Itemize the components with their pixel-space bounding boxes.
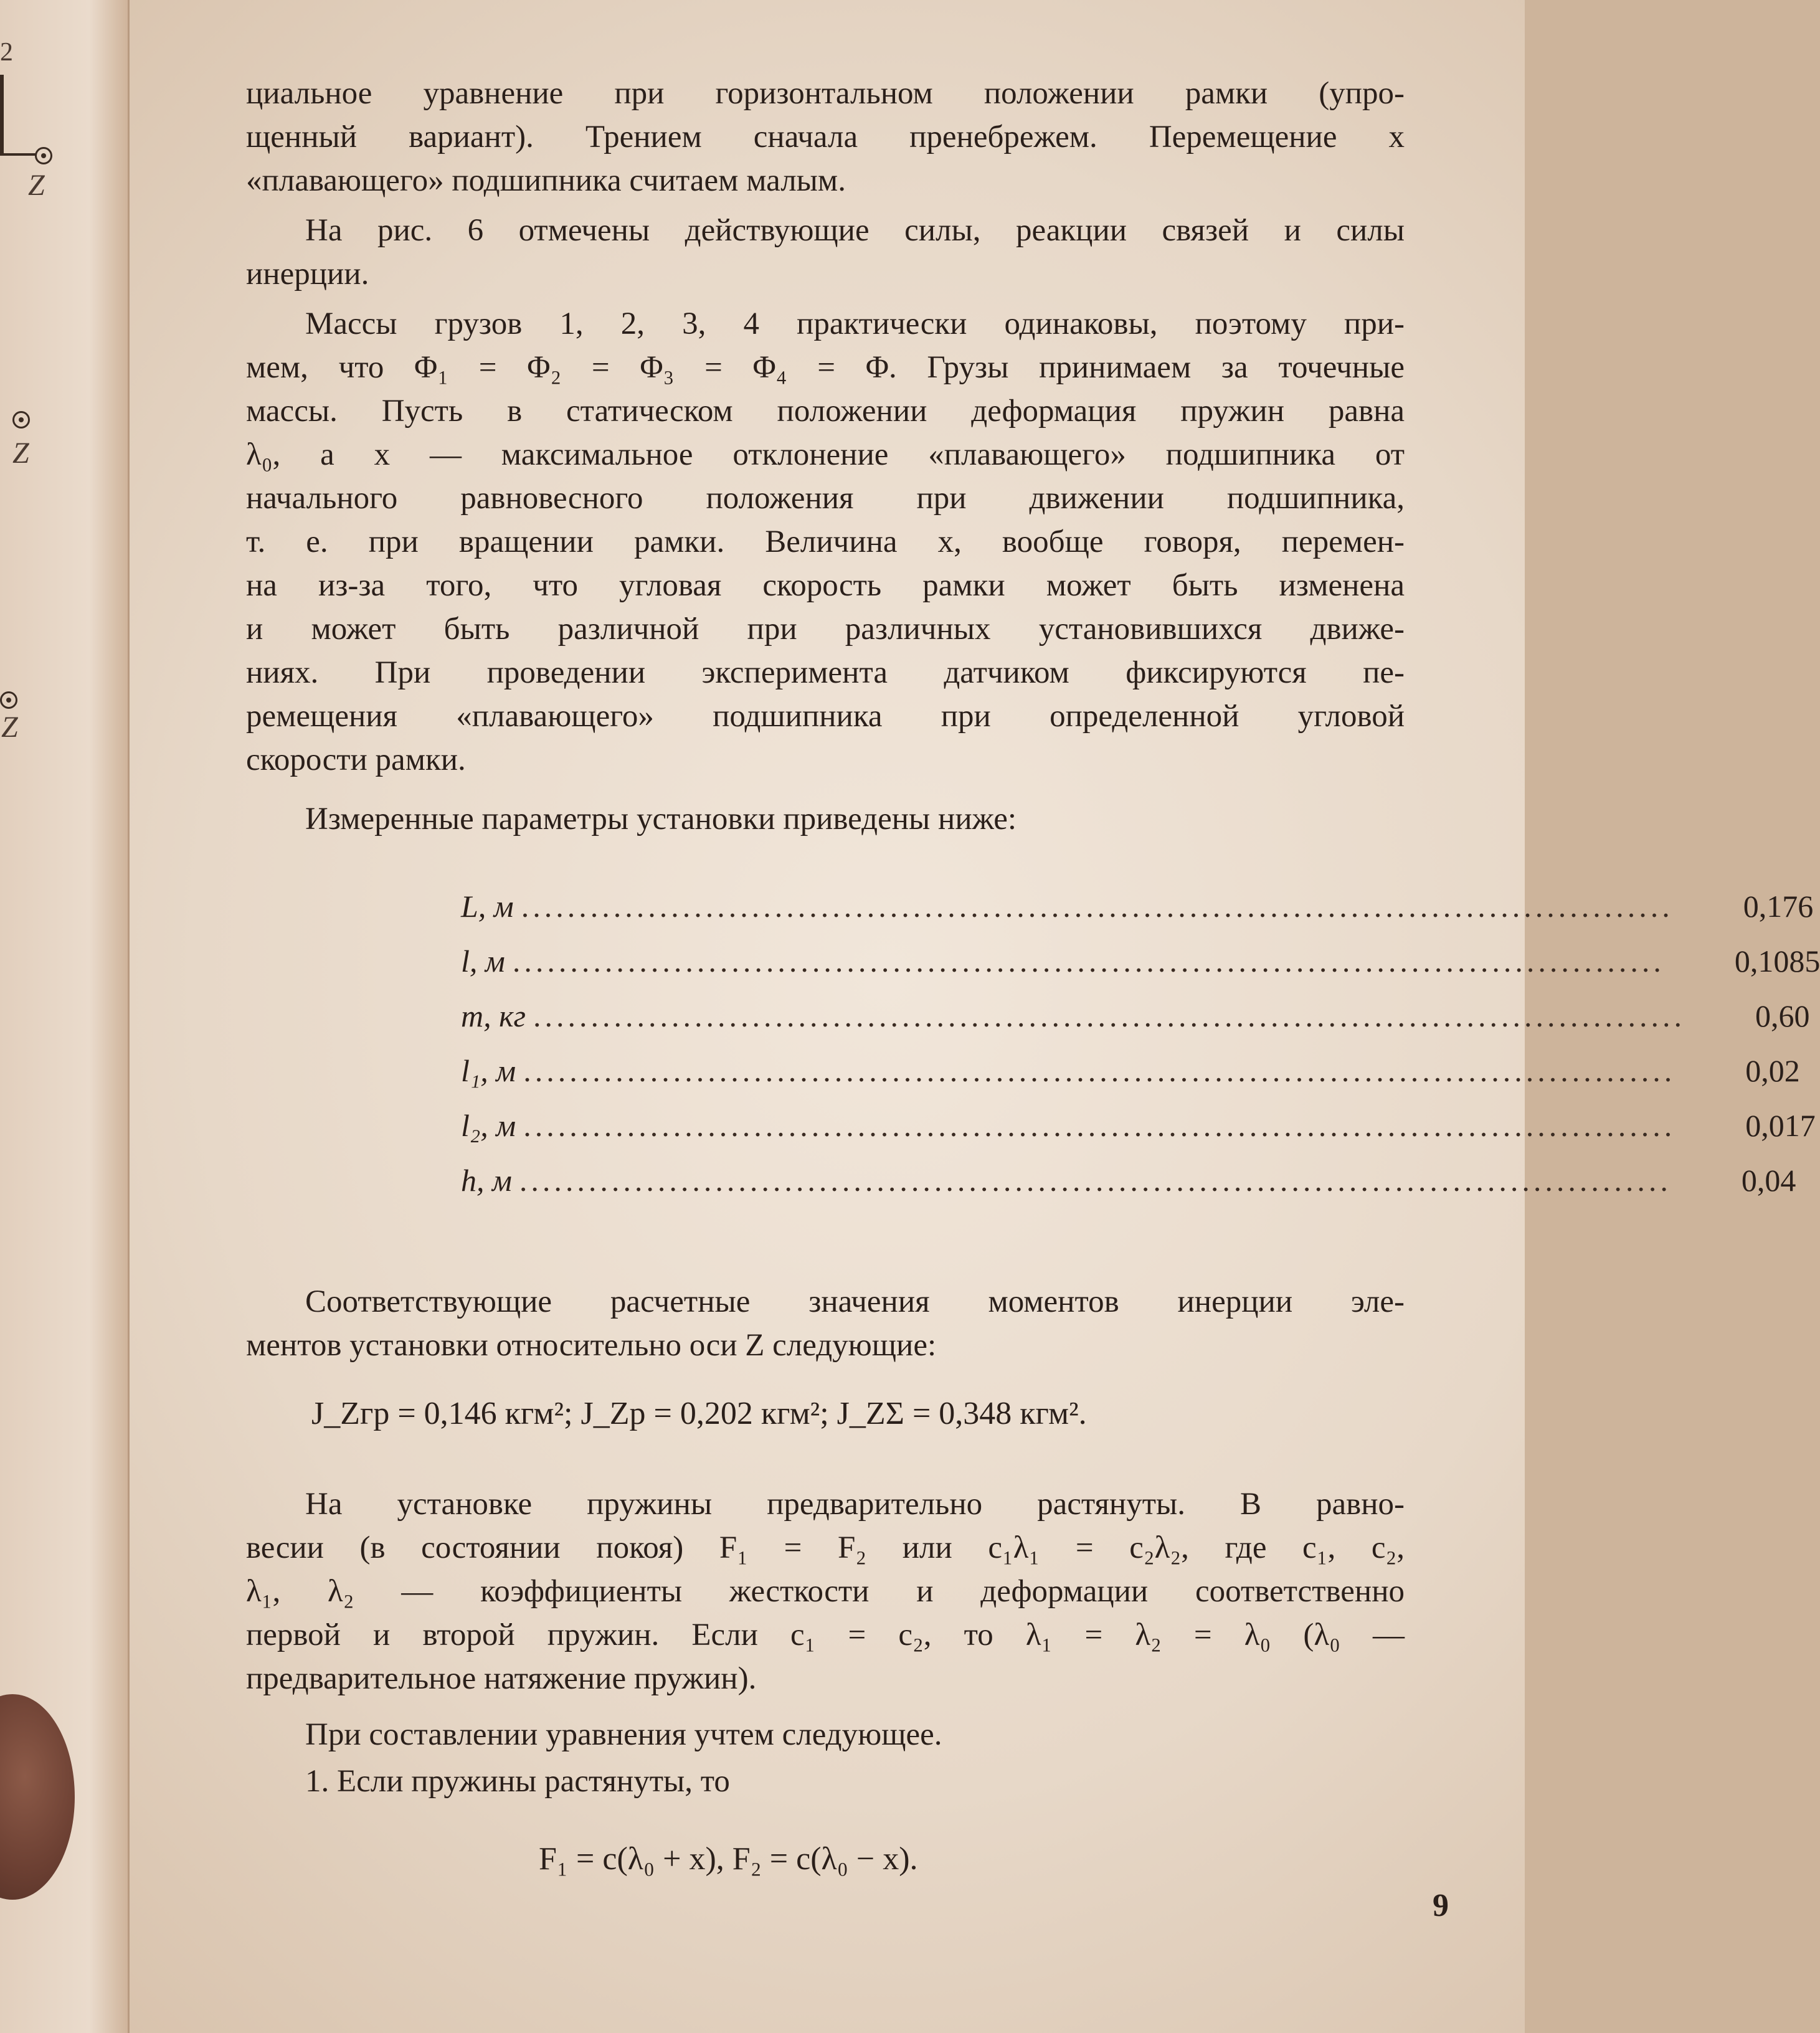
parameter-row — [461, 1049, 1800, 1092]
margin-number: 2 — [0, 38, 13, 67]
text-line: Измеренные параметры установки приведены ниже: — [305, 802, 1017, 836]
text-line: т. е. при вращении рамки. Величина x, вообще говоря, перемен- — [246, 524, 1405, 559]
text-line: мем, что Φ₁ = Φ₂ = Φ₃ = Φ₄ = Φ. Грузы принимаем за точечные — [246, 350, 1405, 385]
text-line: весии (в состоянии покоя) F₁ = F₂ или c₁λ₁ = c₂λ₂, где c₁, c₂, — [246, 1530, 1405, 1565]
text-line: При составлении уравнения учтем следующее. — [305, 1717, 942, 1752]
parameter-value: 0,1085 — [1734, 944, 1820, 979]
text-line: предварительное натяжение пружин). — [246, 1661, 757, 1696]
inertia-formula: J_Zгр = 0,146 кгм²; J_Zр = 0,202 кгм²; J_ZΣ = 0,348 кгм². — [311, 1396, 1087, 1431]
parameter-value: 0,017 — [1745, 1108, 1816, 1143]
parameter-value: 0,60 — [1755, 998, 1810, 1033]
page-number: 9 — [1433, 1888, 1449, 1923]
axis-z-marker-icon — [35, 147, 52, 164]
leader-dots: .................................................................................................... — [512, 944, 1665, 979]
margin-axis-label: Z — [28, 169, 45, 202]
margin-axis-label: Z — [1, 711, 18, 744]
text-line: ментов установки относительно оси Z следующие: — [246, 1328, 937, 1363]
parameter-value: 0,176 — [1743, 889, 1814, 924]
text-line: На рис. 6 отмечены действующие силы, реакции связей и силы — [305, 213, 1405, 248]
text-line: инерции. — [246, 257, 369, 291]
margin-axis-line — [0, 75, 4, 156]
margin-axis-line — [0, 153, 36, 156]
text-line: λ₀, а x — максимальное отклонение «плавающего» подшипника от — [246, 437, 1405, 472]
parameter-row — [461, 1159, 1796, 1202]
parameter-name: l₁, м — [461, 1053, 516, 1088]
margin-axis-label: Z — [12, 437, 29, 470]
text-line: и может быть различной при различных установившихся движе- — [246, 612, 1405, 647]
leader-dots: .................................................................................................... — [523, 1053, 1676, 1088]
text-line: массы. Пусть в статическом положении деформация пружин равна — [246, 394, 1405, 429]
leader-dots: .................................................................................................... — [523, 1108, 1676, 1143]
text-line: ниях. При проведении эксперимента датчиком фиксируются пе- — [246, 655, 1405, 690]
parameter-name: L, м — [461, 889, 514, 924]
leader-dots: .................................................................................................... — [519, 1163, 1672, 1198]
parameter-row — [461, 1104, 1816, 1147]
text-line: скорости рамки. — [246, 742, 466, 777]
text-line: Массы грузов 1, 2, 3, 4 практически одинаковы, поэтому при- — [305, 306, 1405, 341]
text-line: ремещения «плавающего» подшипника при определенной угловой — [246, 699, 1405, 734]
text-line: «плавающего» подшипника считаем малым. — [246, 163, 846, 198]
text-line: щенный вариант). Трением сначала пренебрежем. Перемещение x — [246, 120, 1405, 154]
axis-z-marker-icon — [12, 411, 30, 429]
text-line: Соответствующие расчетные значения моментов инерции эле- — [305, 1284, 1405, 1319]
spring-force-formula: F₁ = c(λ₀ + x), F₂ = c(λ₀ − x). — [539, 1841, 918, 1877]
text-line: начального равновесного положения при движении подшипника, — [246, 481, 1405, 516]
text-line: циальное уравнение при горизонтальном положении рамки (упро- — [246, 76, 1405, 111]
parameter-name: m, кг — [461, 998, 526, 1033]
parameter-value: 0,04 — [1741, 1163, 1796, 1198]
parameter-row — [461, 939, 1820, 983]
leader-dots: .................................................................................................... — [533, 998, 1686, 1033]
parameter-value: 0,02 — [1745, 1053, 1800, 1088]
text-line: первой и второй пружин. Если c₁ = c₂, то λ₁ = λ₂ = λ₀ (λ₀ — — [246, 1618, 1405, 1652]
text-line: 1. Если пружины растянуты, то — [305, 1764, 730, 1799]
parameter-name: h, м — [461, 1163, 512, 1198]
text-line: На установке пружины предварительно растянуты. В равно- — [305, 1487, 1405, 1522]
parameter-row — [461, 884, 1814, 928]
parameter-name: l, м — [461, 944, 505, 979]
text-line: λ₁, λ₂ — коэффициенты жесткости и деформации соответственно — [246, 1574, 1405, 1609]
parameter-name: l₂, м — [461, 1108, 516, 1143]
text-line: на из-за того, что угловая скорость рамки может быть изменена — [246, 568, 1405, 603]
parameter-row — [461, 994, 1810, 1038]
axis-z-marker-icon — [0, 691, 17, 709]
leader-dots: .................................................................................................... — [521, 889, 1674, 924]
